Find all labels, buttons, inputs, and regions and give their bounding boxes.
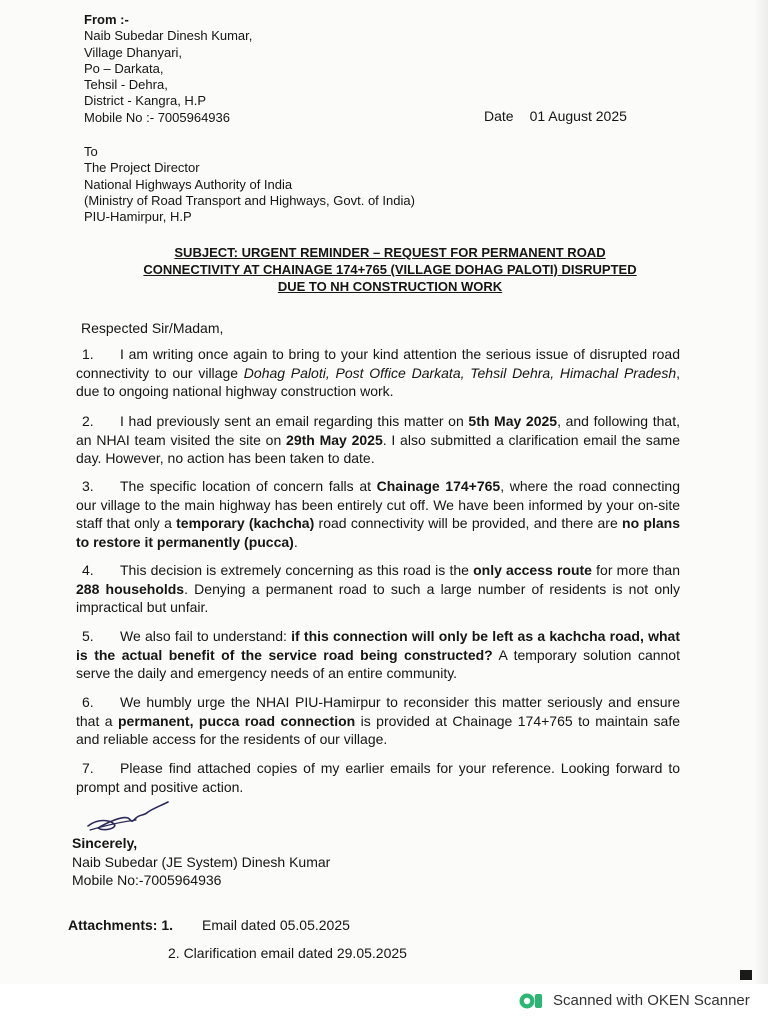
- paragraph-number: 2.: [82, 413, 94, 429]
- recipient-line: (Ministry of Road Transport and Highways, Govt. of India): [84, 192, 415, 208]
- scan-corner-mark: [740, 970, 752, 980]
- sender-line: Mobile No :- 7005964936: [84, 109, 230, 125]
- paragraph-6: 6. We humbly urge the NHAI PIU-Hamirpur to reconsider this matter seriously and ensure that a permanent, pucca road connection is provided at Chainage 174+765 to maintain safe and reliable access for the residents of our village.: [76, 694, 680, 748]
- sender-line: Village Dhanyari,: [84, 44, 183, 60]
- sender-address: [84, 12, 252, 126]
- recipient-line: The Project Director: [84, 160, 200, 176]
- recipient-line: National Highways Authority of India: [84, 176, 293, 192]
- recipient-line: PIU-Hamirpur, H.P: [84, 209, 192, 225]
- paragraph-3: 3. The specific location of concern falls at Chainage 174+765, where the road connecting our village to the main highway has been entirely cut off. We have been informed by your on-site staff that only a temporary (kachcha) road connectivity will be provided, and there are no plans to restore it permanently (pucca).: [76, 478, 681, 550]
- paragraph-number: 7.: [82, 760, 94, 776]
- paragraph-5: 5. We also fail to understand: if this connection will only be left as a kachcha road, what is the actual benefit of the service road being constructed? A temporary solution cannot serve the daily and emergency needs of an entire community.: [76, 628, 680, 682]
- paragraph-number: 6.: [82, 694, 94, 710]
- closing-sincerely: Sincerely,: [72, 835, 138, 851]
- subject-line: SUBJECT: URGENT REMINDER – REQUEST FOR PERMANENT ROAD: [174, 245, 606, 260]
- paragraph-1: 1. I am writing once again to bring to your kind attention the serious issue of disrupted road connectivity to our village Dohag Paloti, Post Office Darkata, Tehsil Dehra, Himachal Pradesh, due to ongoing national highway construction work.: [76, 346, 680, 400]
- handwritten-signature: [84, 800, 174, 836]
- attachment-item: Email dated 05.05.2025: [202, 917, 350, 933]
- paragraph-number: 3.: [82, 478, 94, 494]
- subject-heading: [80, 244, 700, 295]
- sender-line: District - Kangra, H.P: [84, 93, 207, 109]
- date-label: Date: [484, 108, 514, 124]
- sender-line: Po – Darkata,: [84, 60, 164, 76]
- closing-mobile: Mobile No:-7005964936: [72, 872, 222, 888]
- paragraph-4: 4. This decision is extremely concerning as this road is the only access route for more than 288 households. Denying a permanent road to such a large number of residents is not only impractical but unfair.: [76, 562, 680, 616]
- oken-scanner-logo-icon: [518, 990, 544, 1012]
- sender-line: Naib Subedar Dinesh Kumar,: [84, 28, 253, 44]
- scanner-watermark-text: Scanned with OKEN Scanner: [553, 992, 750, 1009]
- salutation: Respected Sir/Madam,: [81, 320, 224, 336]
- attachments-label: Attachments: 1.: [68, 917, 174, 933]
- date-value: 01 August 2025: [529, 108, 627, 124]
- paragraph-2: 2. I had previously sent an email regarding this matter on 5th May 2025, and following that, an NHAI team visited the site on 29th May 2025. I also submitted a clarification email the same day. However, no action has been taken to date.: [76, 413, 680, 467]
- recipient-title: To: [84, 144, 98, 159]
- closing-block: [72, 834, 330, 890]
- paragraph-7: 7. Please find attached copies of my earlier emails for your reference. Looking forward to prompt and positive action.: [76, 760, 680, 795]
- subject-line: CONNECTIVITY AT CHAINAGE 174+765 (VILLAGE DOHAG PALOTI) DISRUPTED: [143, 262, 637, 277]
- closing-name: Naib Subedar (JE System) Dinesh Kumar: [72, 853, 331, 870]
- sender-line: Tehsil - Dehra,: [84, 77, 168, 93]
- paragraph-number: 1.: [82, 346, 94, 362]
- attachment-item: 2. Clarification email dated 29.05.2025: [168, 945, 407, 961]
- letter-date: [484, 108, 627, 124]
- paragraph-number: 4.: [82, 562, 94, 578]
- paragraph-number: 5.: [82, 628, 94, 644]
- recipient-address: [84, 144, 415, 225]
- subject-line: DUE TO NH CONSTRUCTION WORK: [277, 279, 503, 294]
- sender-title: From :-: [84, 12, 129, 27]
